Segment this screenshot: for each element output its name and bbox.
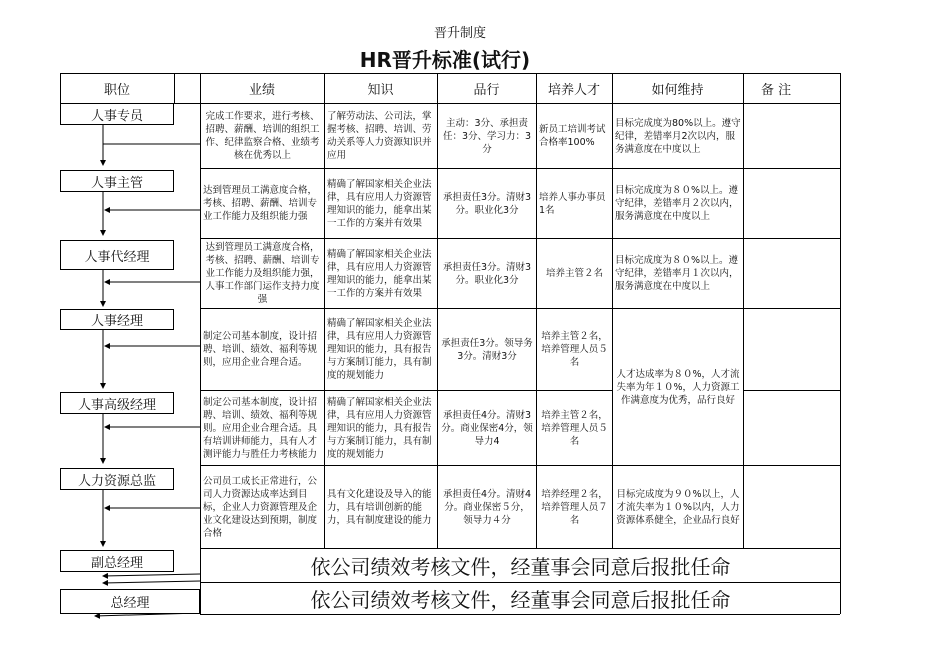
- position-box-senior-hr-manager: 人事高级经理: [60, 392, 174, 414]
- cell-maintain: 目标完成度为９０%以上，人才流失率为１０%以内，人力资源体系健全，企业品行良好: [616, 488, 740, 526]
- header-performance: 业绩: [248, 82, 275, 98]
- cell-knowledge: 具有文化建设及导入的能力，具有培训创新的能力，具有制度建设的能力: [327, 488, 432, 526]
- cell-performance: 制定公司基本制度，设计招聘、培训、绩效、福利等规则。应用企业合理合适。具有培训讲师能力，具有人才测评能力与胜任力考核能力: [203, 396, 318, 460]
- cell-character: 主动：3分、承担责任：3分、学习力：3分: [442, 117, 532, 155]
- header-maintain: 如何维持: [651, 82, 704, 98]
- header-character: 品行: [473, 82, 500, 98]
- cell-performance: 达到管理员工满意度合格，考核、招聘、薪酬、培训专业工作能力及组织能力强，人事工作部门运作支持力度强: [205, 242, 320, 305]
- cell-knowledge: 精确了解国家相关企业法律，具有应用人力资源管理知识的能力，能拿出某一工作的方案并有效果: [327, 178, 432, 229]
- position-box-deputy-general-manager: 副总经理: [60, 550, 174, 572]
- header-remarks: 备 注: [761, 82, 792, 98]
- cell-character: 承担责任3分。清财3分。职业化3分: [442, 261, 532, 286]
- cell-performance: 制定公司基本制度，设计招聘、培训、绩效、福利等规则，应用企业合理合适。: [203, 331, 318, 368]
- header-cultivate: 培养人才: [547, 82, 600, 98]
- cell-performance: 完成工作要求，进行考核、招聘、薪酬、培训的组织工作、纪律监察合格、业绩考核在优秀以上: [205, 111, 320, 161]
- header-knowledge: 知识: [367, 82, 394, 98]
- cell-character: 承担责任4分。清财4分。商业保密５分，领导力４分: [442, 488, 532, 526]
- document-heading: 晋升制度: [433, 26, 486, 41]
- cell-maintain-merged: 人才达成率为８０%，人才流失率为年１０%，人力资源工作满意度为优秀，品行良好: [616, 368, 740, 406]
- header-position: 职位: [103, 82, 130, 98]
- cell-character: 承担责任3分。领导务3分。清财3分: [441, 337, 533, 362]
- position-box-hr-director: 人力资源总监: [60, 468, 174, 490]
- cell-knowledge: 精确了解国家相关企业法律，具有应用人力资源管理知识的能力，具有报告与方案制订能力，具有制度的规划能力: [327, 318, 432, 381]
- cell-knowledge: 精确了解国家相关企业法律，具有应用人力资源管理知识的能力，具有报告与方案制订能力，具有制度的规划能力: [327, 396, 432, 460]
- cell-maintain: 目标完成度为80%以上。遵守纪律，差错率月2次以内，服务满意度在中度以上: [615, 117, 741, 155]
- position-box-hr-supervisor: 人事主管: [60, 170, 174, 192]
- position-box-hr-manager: 人事经理: [60, 309, 174, 330]
- cell-cultivate: 培养主管２名: [545, 268, 603, 279]
- cell-cultivate: 培养经理２名，培养管理人员７名: [541, 488, 608, 526]
- cell-performance: 达到管理员工满意度合格，考核、招聘、薪酬、培训专业工作能力及组织能力强: [203, 185, 318, 222]
- document-title: HR晋升标准(试行): [359, 48, 531, 72]
- cell-cultivate: 培养主管２名，培养管理人员５名: [541, 331, 608, 368]
- cell-knowledge: 精确了解国家相关企业法律，具有应用人力资源管理知识的能力，能拿出某一工作的方案并有效果: [327, 248, 432, 299]
- position-box-general-manager: 总经理: [60, 589, 200, 614]
- cell-cultivate: 培养主管２名，培养管理人员５名: [541, 409, 608, 447]
- cell-maintain: 目标完成度为８０%以上。遵守纪律，差错率月２次以内，服务满意度在中度以上: [615, 185, 739, 222]
- cell-maintain: 目标完成度为８０%以上。遵守纪律，差错率月１次以内，服务满意度在中度以上: [615, 255, 739, 292]
- approval-text-gm: 依公司绩效考核文件，经董事会同意后报批任命: [310, 588, 731, 612]
- cell-character: 承担责任4分。清财3分。商业保密4分，领导力4: [441, 409, 533, 447]
- cell-character: 承担责任3分。清财3分。职业化3分: [442, 191, 532, 216]
- cell-cultivate: 新员工培训考试合格率100%: [539, 124, 606, 148]
- cell-performance: 公司员工成长正常进行，公司人力资源达成率达到目标，企业人力资源管理及企业文化建设达到预期，制度合格: [203, 475, 318, 539]
- cell-cultivate: 培养人事办事员1名: [539, 191, 606, 216]
- position-box-acting-hr-manager: 人事代经理: [60, 240, 174, 270]
- cell-knowledge: 了解劳动法、公司法，掌握考核、招聘、培训、劳动关系等人力资源知识并应用: [327, 111, 432, 161]
- approval-text-deputy-gm: 依公司绩效考核文件，经董事会同意后报批任命: [310, 555, 731, 579]
- position-box-hr-specialist: 人事专员: [60, 103, 174, 125]
